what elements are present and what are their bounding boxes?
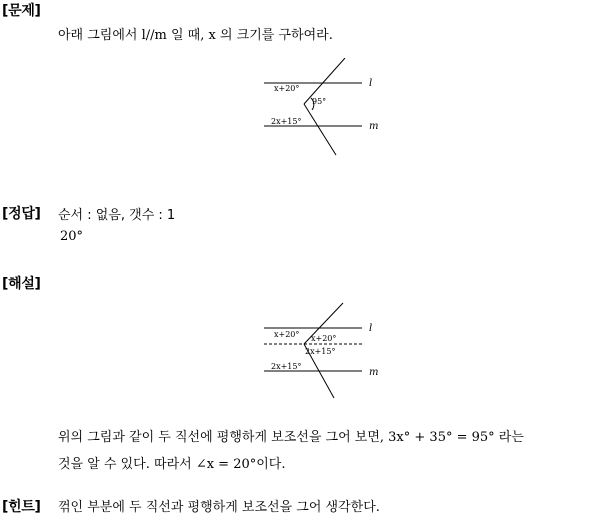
- explanation-line-1: 위의 그림과 같이 두 직선에 평행하게 보조선을 그어 보면, 3x° + 35° = 95° 라는: [58, 430, 524, 445]
- angle-label-x20-top: x+20°: [274, 330, 300, 339]
- line-label-l: l: [369, 323, 373, 334]
- answer-tag: [정답]: [2, 206, 41, 222]
- angle-label-2x15-bot: 2x+15°: [271, 362, 302, 371]
- line-label-m: m: [369, 121, 379, 132]
- hint-text: 꺾인 부분에 두 직선과 평행하게 보조선을 그어 생각한다.: [58, 500, 380, 515]
- line-label-m: m: [369, 367, 379, 378]
- angle-label-2x15: 2x+15°: [271, 117, 302, 126]
- problem-question: 아래 그림에서 l//m 일 때, x 의 크기를 구하여라.: [58, 28, 333, 43]
- angle-label-2x15-mid: 2x+15°: [305, 347, 336, 356]
- explanation-tag: [해설]: [2, 276, 41, 292]
- hint-tag: [힌트]: [2, 499, 41, 515]
- line-label-l: l: [369, 78, 373, 89]
- angle-label-x20-mid: x+20°: [311, 334, 337, 343]
- figure-auxiliary-line: [258, 300, 388, 400]
- explanation-line-2: 것을 알 수 있다. 따라서 ∠x = 20°이다.: [58, 457, 286, 472]
- transversal-lower: [304, 104, 336, 155]
- answer-value: 20°: [60, 229, 84, 244]
- angle-label-95: 95°: [312, 97, 327, 106]
- answer-order-line: 순서 : 없음, 갯수 : 1: [58, 208, 176, 223]
- angle-label-x20: x+20°: [274, 84, 300, 93]
- problem-tag: [문제]: [2, 3, 41, 19]
- figure-parallel-lines: [258, 58, 388, 158]
